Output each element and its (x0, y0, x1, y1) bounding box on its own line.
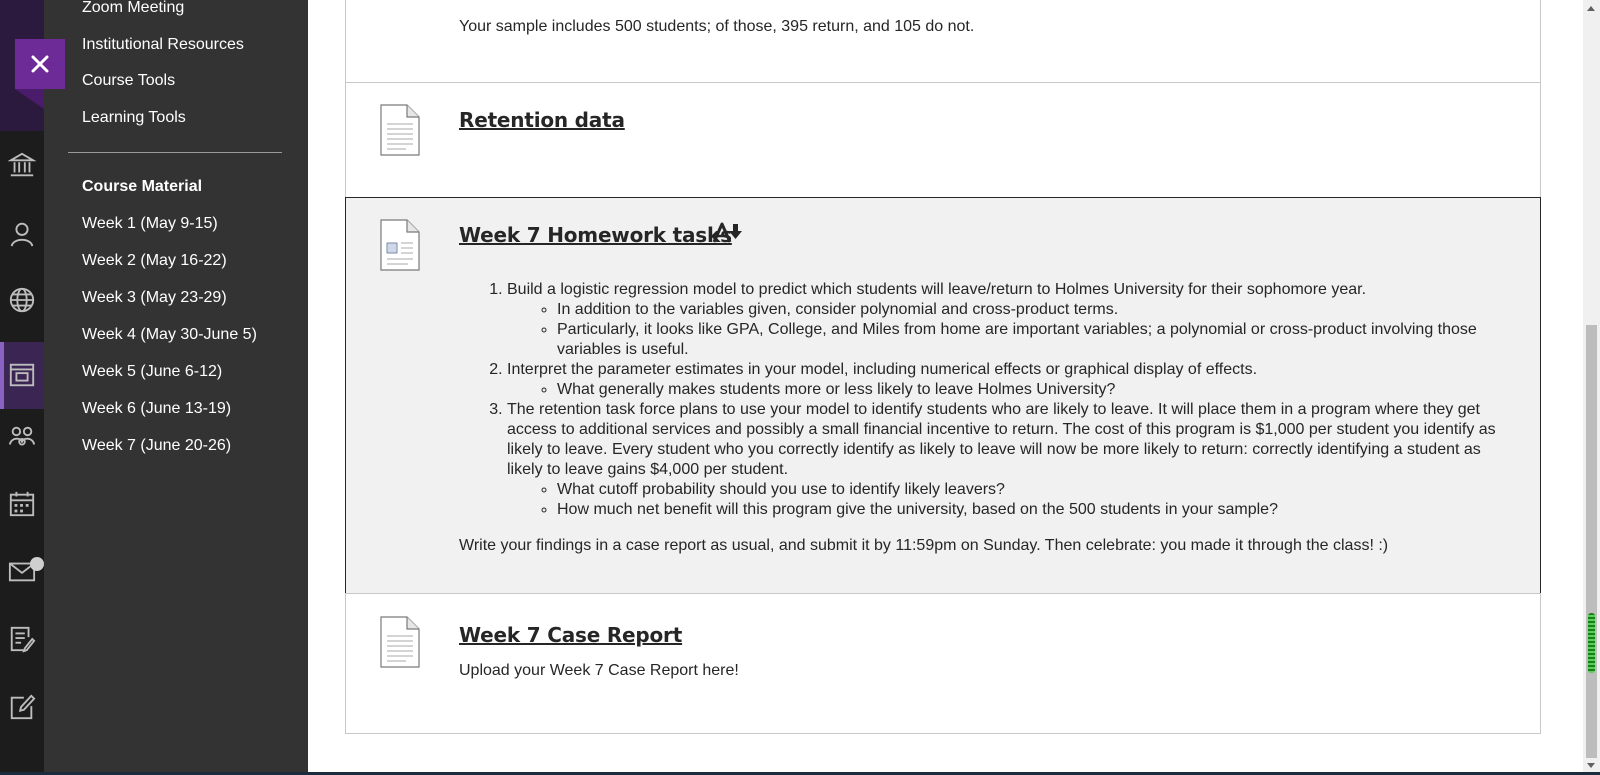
sub-task-item: ◦ In addition to the variables given, consider polynomial and cross-product terms. (557, 300, 1509, 320)
document-icon (380, 219, 420, 271)
close-button-fold (15, 89, 44, 109)
case-report-description: Upload your Week 7 Case Report here! (459, 662, 739, 679)
task-text: Interpret the parameter estimates in your model, including numerical effects or graphical display of effects. (507, 361, 1258, 378)
content-item-retention-data (345, 82, 1541, 198)
intro-text: Your sample includes 500 students; of those, 395 return, and 105 do not. (459, 18, 975, 35)
nav-link-zoom-meeting[interactable]: Zoom Meeting (82, 0, 185, 16)
scroll-up-arrow-icon[interactable] (1587, 6, 1595, 11)
nav-link-week-4[interactable]: Week 4 (May 30-June 5) (82, 326, 257, 343)
task-text: Build a logistic regression model to predict which students will leave/return to Holmes University for their sophomore year. (507, 281, 1367, 298)
close-icon (30, 54, 50, 74)
task-item (507, 360, 1509, 400)
nav-link-week-6[interactable]: Week 6 (June 13-19) (82, 400, 232, 417)
assignment-icon (380, 616, 420, 668)
grades-icon[interactable] (8, 625, 36, 653)
retention-data-link[interactable]: Retention data (459, 108, 625, 132)
nav-link-week-7[interactable]: Week 7 (June 20-26) (82, 437, 232, 454)
nav-link-week-3[interactable]: Week 3 (May 23-29) (82, 289, 227, 306)
content-item-intro (345, 0, 1541, 83)
globe-icon[interactable] (8, 286, 36, 314)
nav-divider (68, 152, 282, 153)
groups-icon[interactable] (8, 424, 36, 452)
courses-icon[interactable] (8, 361, 36, 389)
file-icon (380, 104, 420, 156)
task-text: The retention task force plans to use your model to identify students who are likely to leave. It will place them in a program where they get access to additional services and possibly a small financial incentive to return. The cost of this program is $1,000 per student you identify as likely to leave. Every student who you correctly identify as likely to leave will now be more likely to return: correctly identifying a student as likely to leave gains $4,000 per student. (507, 401, 1496, 478)
calendar-icon[interactable] (8, 490, 36, 518)
close-menu-button[interactable] (15, 39, 65, 89)
nav-section-heading: Course Material (82, 178, 203, 195)
vertical-scrollbar[interactable] (1583, 0, 1600, 775)
nav-link-week-5[interactable]: Week 5 (June 6-12) (82, 363, 223, 380)
sub-task-item: ◦ How much net benefit will this program give the university, based on the 500 students in your sample? (557, 500, 1509, 520)
tools-icon[interactable] (8, 693, 36, 721)
nav-link-institutional-resources[interactable]: Institutional Resources (82, 36, 244, 53)
sub-task-item: ◦ What generally makes students more or less likely to leave Holmes University? (557, 380, 1509, 400)
homework-closing-text: Write your findings in a case report as usual, and submit it by 11:59pm on Sunday. Then celebrate: you made it through the class! :) (459, 537, 1389, 554)
rail-active-indicator (0, 342, 4, 409)
messages-badge (30, 557, 44, 571)
homework-task-list (459, 280, 1509, 556)
course-navigation (44, 0, 308, 775)
sub-task-item: ◦ Particularly, it looks like GPA, College, and Miles from home are important variables; a polynomial or cross-product involving those variables is useful. (557, 320, 1509, 360)
nav-link-course-tools[interactable]: Course Tools (82, 72, 176, 89)
task-item (507, 400, 1509, 520)
content-item-homework-tasks (345, 197, 1541, 594)
content-area (308, 0, 1583, 775)
task-item (507, 280, 1509, 360)
translate-download-icon[interactable] (712, 222, 744, 244)
institution-icon[interactable] (8, 151, 36, 179)
profile-icon[interactable] (8, 220, 36, 248)
case-report-link[interactable]: Week 7 Case Report (459, 623, 683, 647)
scroll-grip-icon (1588, 613, 1595, 673)
nav-link-week-1[interactable]: Week 1 (May 9-15) (82, 215, 218, 232)
scroll-down-arrow-icon[interactable] (1587, 763, 1595, 768)
scrollbar-thumb[interactable] (1586, 325, 1597, 758)
nav-link-learning-tools[interactable]: Learning Tools (82, 109, 186, 126)
nav-link-week-2[interactable]: Week 2 (May 16-22) (82, 252, 227, 269)
sub-task-item: ◦ What cutoff probability should you use to identify likely leavers? (557, 480, 1509, 500)
icon-rail (0, 0, 44, 775)
content-item-case-report (345, 593, 1541, 734)
homework-tasks-link[interactable]: Week 7 Homework tasks (459, 223, 732, 247)
